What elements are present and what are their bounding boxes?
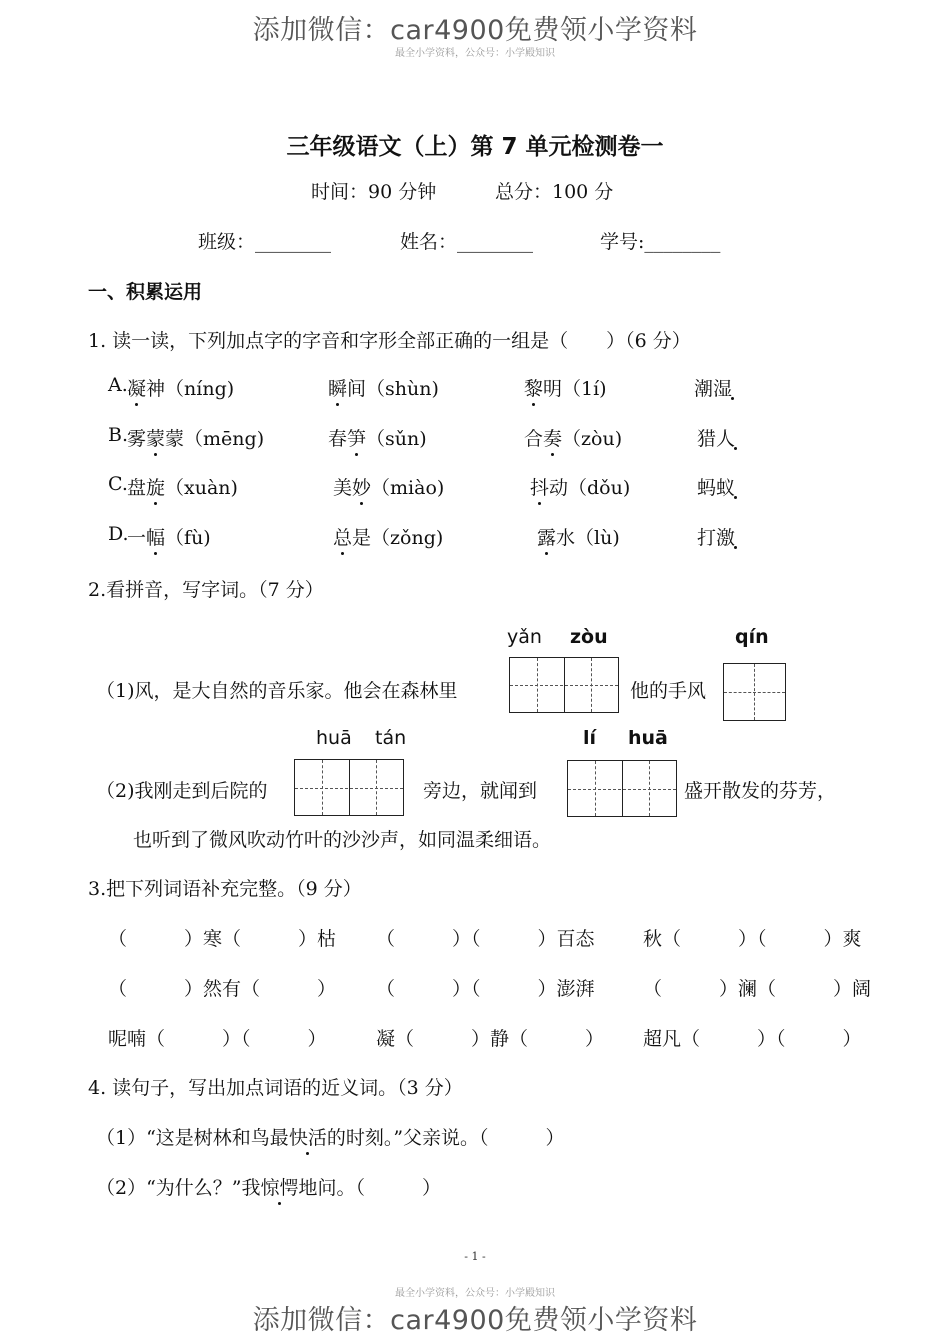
question-3-stem: 3.把下列词语补充完整。（9 分） xyxy=(88,878,362,900)
sentence-text[interactable]: 的时刻。”父亲说。（ ） xyxy=(326,1127,565,1149)
pinyin: qín xyxy=(735,626,769,648)
tianzige-box-yanzou[interactable] xyxy=(509,657,619,713)
word-part: 盘 xyxy=(127,477,147,499)
dotted-char: 幅 xyxy=(146,523,165,550)
exam-score: 总分：100 分 xyxy=(495,181,614,203)
dotted-char: 凝 xyxy=(127,374,146,401)
word-part: 潮湿 xyxy=(694,378,733,400)
idiom-blank[interactable]: 呢喃（ ）（ ） xyxy=(108,1028,327,1050)
question-1-stem: 1. 读一读，下列加点字的字音和字形全部正确的一组是（ ）（6 分） xyxy=(88,330,691,352)
idiom-blank[interactable]: 秋（ ）（ ）爽 xyxy=(643,928,862,950)
idiom-blank[interactable]: （ ）澜（ ）阔 xyxy=(643,978,872,1000)
word-part: 神（níng) xyxy=(146,378,235,400)
option-word xyxy=(530,473,630,500)
question-2-sentence-2c: 盛开散发的芬芳， xyxy=(684,780,837,802)
question-2-sentence-2d: 也听到了微风吹动竹叶的沙沙声，如同温柔细语。 xyxy=(133,829,552,851)
option-word xyxy=(127,374,234,401)
word-part: （xuàn) xyxy=(165,477,238,499)
tianzige-box-qin[interactable] xyxy=(723,663,786,721)
sentence-text: （2）“为什么？”我 xyxy=(96,1177,261,1199)
pinyin: huā xyxy=(628,727,668,749)
question-4-stem: 4. 读句子，写出加点词语的近义词。（3 分） xyxy=(88,1077,463,1099)
student-id-field[interactable]: 学号:________ xyxy=(600,231,721,253)
word-part: 明（1í) xyxy=(543,378,607,400)
word-part: 一 xyxy=(127,527,147,549)
option-word xyxy=(537,523,620,550)
idiom-blank[interactable]: （ ）（ ）百态 xyxy=(376,928,595,950)
word-part: 美 xyxy=(333,477,353,499)
option-word xyxy=(697,473,735,500)
question-4-sentence-1 xyxy=(96,1123,565,1150)
dotted-char: 笋 xyxy=(347,424,366,451)
option-word xyxy=(524,424,622,451)
question-2-sentence-1b: 他的手风 xyxy=(630,680,707,702)
option-word xyxy=(524,374,607,401)
watermark-bottom: 添加微信：car4900免费领小学资料 xyxy=(252,1305,698,1336)
word-part: 雾 xyxy=(127,428,147,450)
word-part: 蒙（mēng) xyxy=(165,428,265,450)
option-word xyxy=(333,473,444,500)
dotted-char: 妙 xyxy=(352,473,371,500)
exam-time: 时间：90 分钟 xyxy=(311,181,437,203)
dotted-char: 抖 xyxy=(530,473,549,500)
watermark-top-sub: 最全小学资料，公众号：小学殿知识 xyxy=(395,48,555,59)
option-word xyxy=(697,523,735,550)
name-field[interactable]: 姓名：________ xyxy=(400,231,534,253)
idiom-blank[interactable]: （ ）寒（ ）枯 xyxy=(108,928,337,950)
word-part: 猎人 xyxy=(697,428,736,450)
word-part: （fù) xyxy=(165,527,211,549)
dotted-char: 瞬 xyxy=(328,374,347,401)
dotted-char: 蒙 xyxy=(146,424,165,451)
word-part: 动（dǒu) xyxy=(549,477,631,499)
pinyin: tán xyxy=(375,727,407,749)
word-part: （zòu) xyxy=(562,428,623,450)
dotted-char: 奏 xyxy=(543,424,562,451)
idiom-blank[interactable]: （ ）然有（ ） xyxy=(108,978,337,1000)
idiom-blank[interactable]: （ ）（ ）澎湃 xyxy=(376,978,595,1000)
word-part: 打激 xyxy=(697,527,736,549)
option-label[interactable]: A. xyxy=(108,374,128,396)
tianzige-box-huatan[interactable] xyxy=(294,759,404,816)
watermark-bottom-sub: 最全小学资料，公众号：小学殿知识 xyxy=(395,1288,555,1299)
dotted-char: 露 xyxy=(537,523,556,550)
pinyin: zòu xyxy=(570,626,608,648)
pinyin: lí xyxy=(583,727,597,749)
option-word xyxy=(697,424,735,451)
option-word xyxy=(328,424,427,451)
option-label[interactable]: D. xyxy=(108,523,129,545)
idiom-blank[interactable]: 凝（ ）静（ ） xyxy=(376,1028,605,1050)
question-4-sentence-2 xyxy=(96,1173,441,1200)
question-2-sentence-1a: （1)风，是大自然的音乐家。他会在森林里 xyxy=(96,680,458,702)
word-part: 水（lù) xyxy=(556,527,620,549)
option-word xyxy=(333,523,443,550)
watermark-top: 添加微信：car4900免费领小学资料 xyxy=(252,15,698,46)
question-2-stem: 2.看拼音，写字词。（7 分） xyxy=(88,579,324,601)
word-part: 合 xyxy=(524,428,544,450)
word-part: 间（shùn) xyxy=(347,378,439,400)
word-part: （sǔn) xyxy=(366,428,427,450)
question-2-sentence-2a: （2)我刚走到后院的 xyxy=(96,780,268,802)
question-2-sentence-2b: 旁边，就闻到 xyxy=(423,780,538,802)
pinyin: yǎn xyxy=(507,626,542,648)
section-title: 一、积累运用 xyxy=(88,281,203,303)
pinyin: huā xyxy=(316,727,352,749)
tianzige-box-lihua[interactable] xyxy=(567,760,677,817)
sentence-text[interactable]: 地问。（ ） xyxy=(298,1177,442,1199)
dotted-char: 总 xyxy=(333,523,352,550)
page-title: 三年级语文（上）第 7 单元检测卷一 xyxy=(286,134,664,160)
option-label[interactable]: C. xyxy=(108,473,128,495)
dotted-word: 惊愕 xyxy=(261,1173,299,1200)
option-word xyxy=(127,523,211,550)
option-word xyxy=(328,374,439,401)
dotted-char: 旋 xyxy=(146,473,165,500)
page-number: - 1 - xyxy=(464,1250,486,1263)
word-part: 春 xyxy=(328,428,348,450)
word-part: （miào) xyxy=(371,477,445,499)
dotted-word: 快活 xyxy=(289,1123,327,1150)
idiom-blank[interactable]: 超凡（ ）（ ） xyxy=(643,1028,862,1050)
option-word xyxy=(694,374,732,401)
word-part: 蚂蚁 xyxy=(697,477,736,499)
word-part: 是（zǒng) xyxy=(352,527,444,549)
option-label[interactable]: B. xyxy=(108,424,129,446)
option-word xyxy=(127,424,264,451)
option-word xyxy=(127,473,238,500)
dotted-char: 黎 xyxy=(524,374,543,401)
sentence-text: （1）“这是树林和鸟最 xyxy=(96,1127,289,1149)
class-field[interactable]: 班级：________ xyxy=(198,231,332,253)
